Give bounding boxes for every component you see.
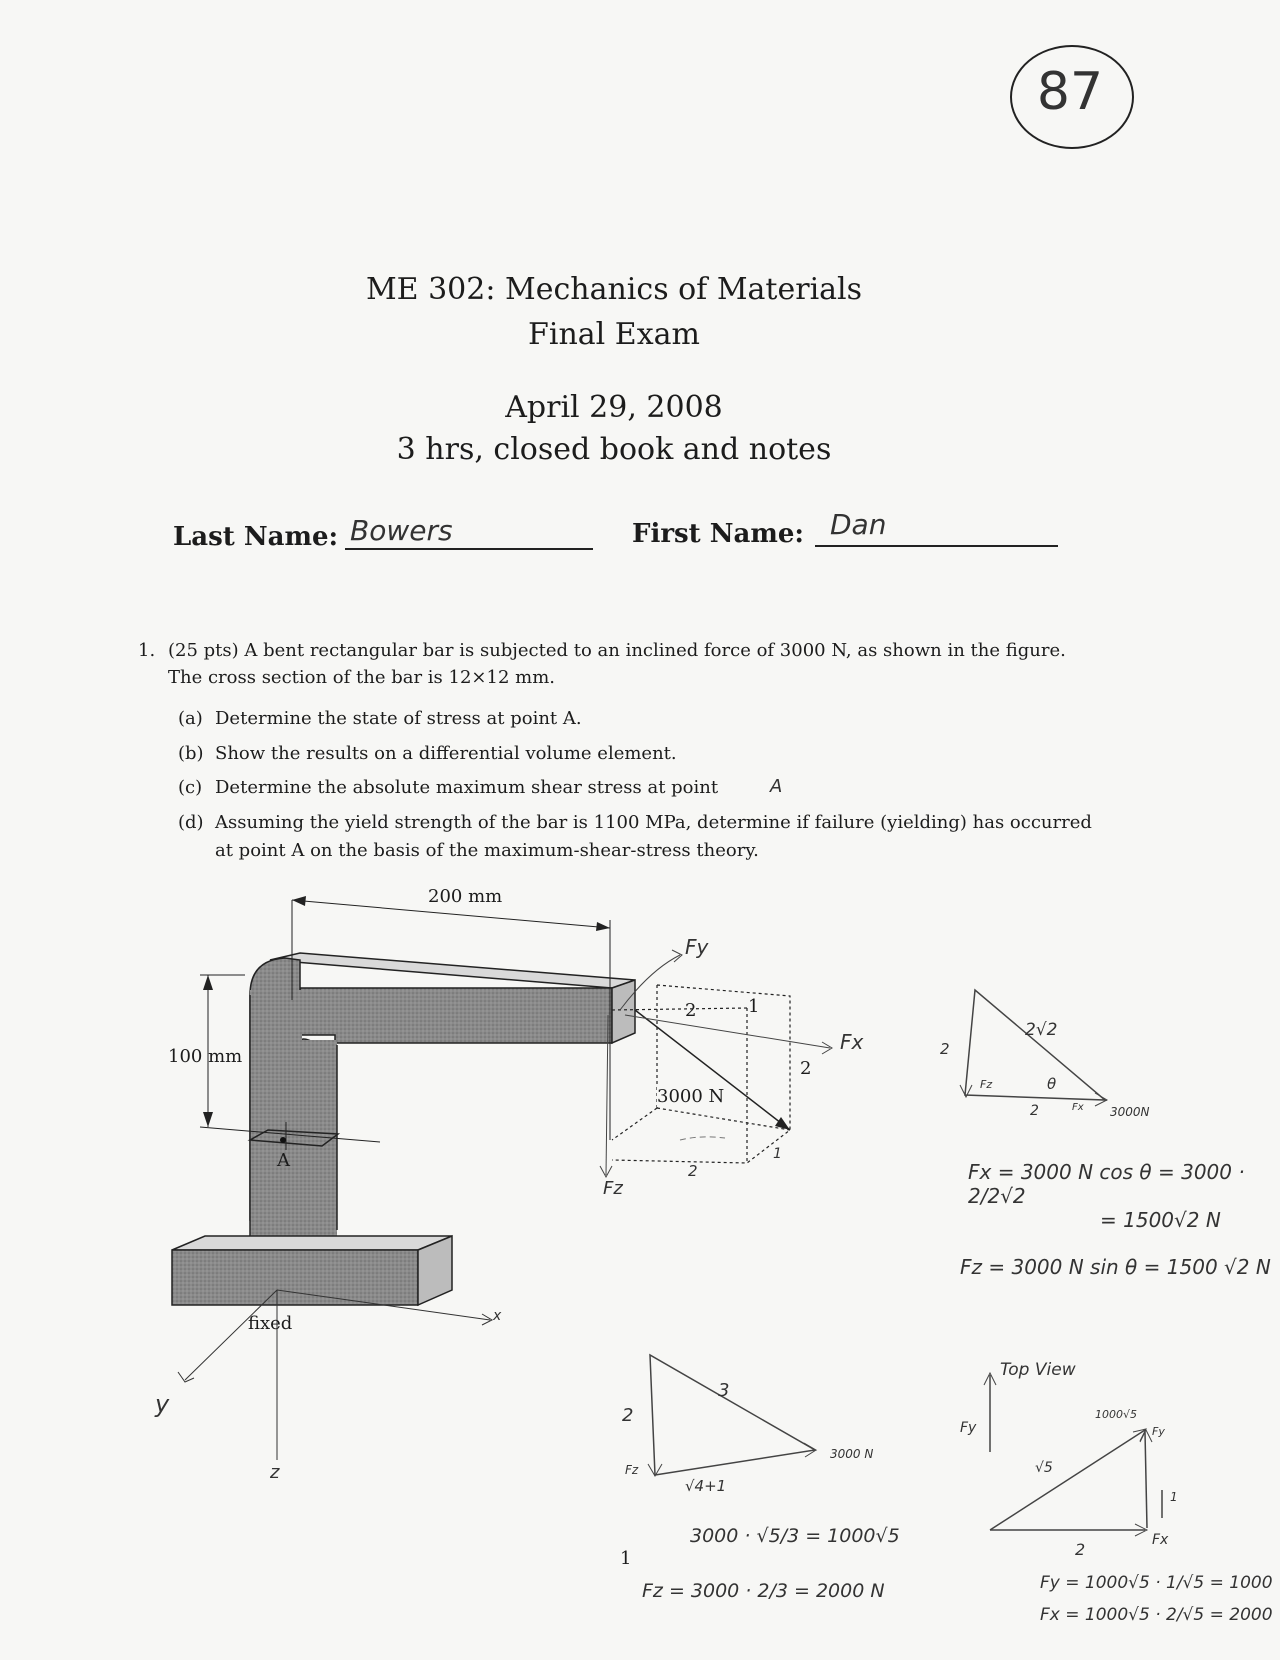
part-b-label: (b)	[178, 743, 204, 764]
dim-200-label: 200 mm	[428, 886, 503, 907]
eq-mid: 3000 · √5/3 = 1000√5	[690, 1525, 900, 1547]
exam-rules: 3 hrs, closed book and notes	[396, 432, 832, 467]
box-label-1-top: 1	[748, 996, 760, 1017]
dim-100-label: 100 mm	[168, 1046, 243, 1067]
tri2-left: 2	[622, 1405, 634, 1426]
eq-fx-3: Fx = 1000√5 · 2/√5 = 2000	[1040, 1605, 1273, 1625]
hw-fx: Fx	[840, 1030, 864, 1054]
box-label-2-side: 2	[800, 1058, 812, 1079]
question-number: 1.	[138, 640, 156, 661]
tv-diag: √5	[1035, 1460, 1053, 1476]
eq-fx: Fx = 3000 N cos θ = 3000 · 2/2√2	[968, 1160, 1245, 1208]
eq-fz-2: Fz = 3000 · 2/3 = 2000 N	[642, 1580, 885, 1602]
part-c-handwritten: A	[770, 776, 783, 797]
tri1-hyp: 2√2	[1025, 1020, 1058, 1040]
tri1-fz: Fz	[980, 1078, 993, 1091]
part-a-text: Determine the state of stress at point A.	[215, 708, 582, 729]
first-name-value[interactable]: Dan	[830, 508, 887, 541]
tv-one: 1	[1170, 1490, 1178, 1504]
hw-axis-x: x	[493, 1308, 502, 1324]
question-intro-2: The cross section of the bar is 12×12 mm.	[168, 667, 555, 688]
tv-two: 2	[1075, 1540, 1086, 1559]
grade: 87	[1036, 62, 1104, 122]
tri2-hyp: 3	[718, 1380, 730, 1401]
course-title: ME 302: Mechanics of Materials	[365, 272, 863, 307]
tri2-bottom: √4+1	[685, 1477, 727, 1495]
eq-fy-3: Fy = 1000√5 · 1/√5 = 1000	[1040, 1573, 1273, 1593]
first-name-label: First Name:	[632, 519, 804, 549]
part-b-text: Show the results on a differential volume element.	[215, 743, 677, 764]
tri1-fx: Fx	[1072, 1102, 1084, 1113]
part-a-label: (a)	[178, 708, 203, 729]
tri1-theta: θ	[1047, 1075, 1057, 1093]
tri2-fz: Fz	[625, 1463, 639, 1477]
part-d-text-2: at point A on the basis of the maximum-shear-stress theory.	[215, 840, 759, 861]
last-name-value[interactable]: Bowers	[350, 514, 453, 547]
tri1-force: 3000N	[1110, 1105, 1150, 1119]
box-label-2-top: 2	[685, 1000, 697, 1021]
tri1-left: 2	[940, 1040, 950, 1058]
tv-mag: 1000√5	[1095, 1408, 1138, 1421]
hw-axis-z: z	[270, 1462, 280, 1483]
tv-fy: Fy	[960, 1420, 977, 1436]
box-label-2-bottom: 2	[688, 1162, 698, 1180]
exam-date: April 29, 2008	[505, 390, 723, 425]
box-label-1-bottom: 1	[773, 1146, 782, 1162]
tv-fy2: Fy	[1152, 1425, 1165, 1438]
eq-fz: Fz = 3000 N sin θ = 1500 √2 N	[960, 1255, 1271, 1279]
hw-axis-y: y	[155, 1390, 170, 1418]
part-c-text: Determine the absolute maximum shear stress at point	[215, 777, 719, 798]
last-name-label: Last Name:	[173, 522, 339, 552]
part-d-text: Assuming the yield strength of the bar is 1100 MPa, determine if failure (yielding) has occurred	[215, 812, 1092, 833]
point-a-label: A	[277, 1150, 290, 1171]
tri2-force: 3000 N	[830, 1447, 874, 1461]
tv-fx: Fx	[1152, 1532, 1169, 1548]
force-label: 3000 N	[657, 1086, 725, 1107]
eq-fx-2: = 1500√2 N	[1100, 1208, 1221, 1232]
top-view-label: Top View	[1000, 1360, 1076, 1380]
part-d-label: (d)	[178, 812, 204, 833]
part-c-label: (c)	[178, 777, 203, 798]
page-number: 1	[620, 1548, 632, 1569]
question-intro-1: (25 pts) A bent rectangular bar is subjected to an inclined force of 3000 N, as shown in the figure.	[168, 640, 1066, 661]
fixed-label: fixed	[248, 1313, 293, 1334]
exam-title: Final Exam	[528, 317, 700, 352]
hw-fy: Fy	[685, 935, 709, 959]
tri1-bottom: 2	[1030, 1103, 1039, 1119]
hw-fz: Fz	[603, 1178, 623, 1199]
